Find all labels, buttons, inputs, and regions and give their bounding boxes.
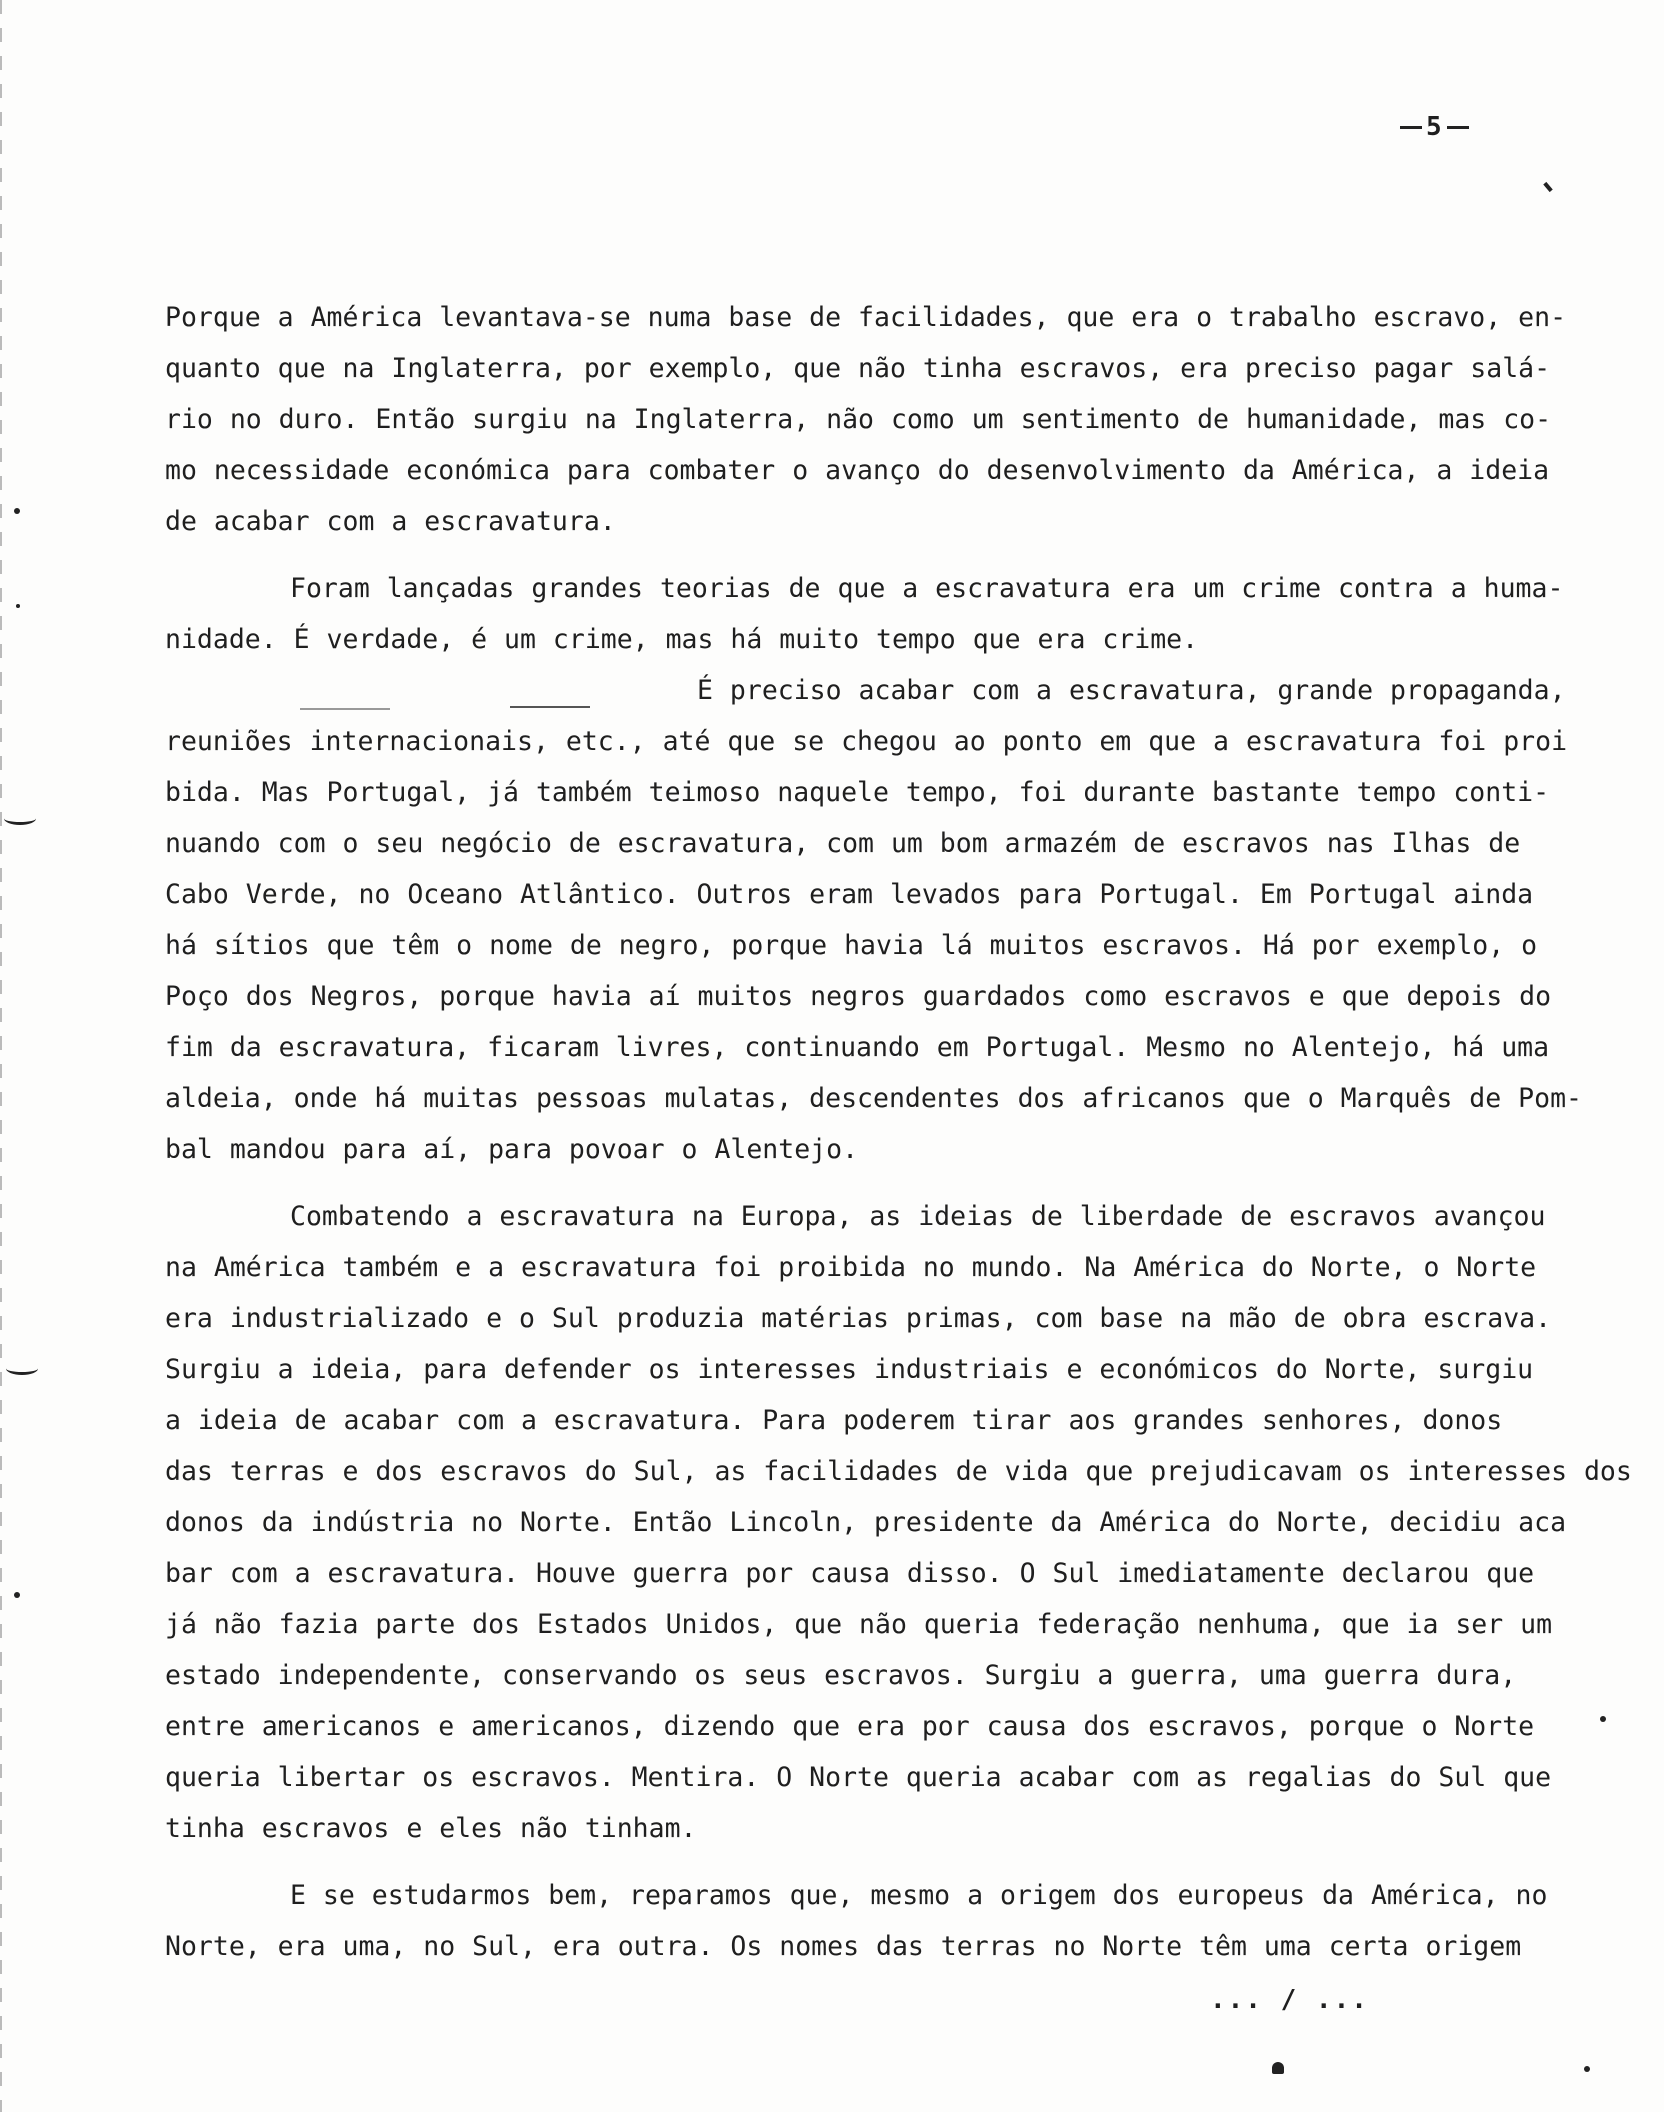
text-line: queria libertar os escravos. Mentira. O Norte queria acabar com as regalias do Sul que bbox=[165, 1762, 1552, 1793]
text-line: fim da escravatura, ficaram livres, continuando em Portugal. Mesmo no Alentejo, há uma bbox=[165, 1032, 1550, 1063]
text-line: já não fazia parte dos Estados Unidos, que não queria federação nenhuma, que ia ser um bbox=[165, 1609, 1553, 1640]
text-line: É preciso acabar com a escravatura, grande propaganda, bbox=[697, 675, 1566, 706]
continuation-mark: ... / ... bbox=[1210, 1985, 1369, 2015]
body-text bbox=[165, 292, 1632, 1972]
text-line: entre americanos e americanos, dizendo que era por causa dos escravos, porque o Norte bbox=[165, 1711, 1535, 1742]
scan-dash bbox=[300, 708, 390, 710]
text-line: mo necessidade económica para combater o avanço do desenvolvimento da América, a ideia bbox=[165, 455, 1550, 486]
text-line: Combatendo a escravatura na Europa, as ideias de liberdade de escravos avançou bbox=[290, 1201, 1546, 1232]
paragraph-gap bbox=[165, 1854, 1565, 1870]
text-line: Cabo Verde, no Oceano Atlântico. Outros eram levados para Portugal. Em Portugal ainda bbox=[165, 879, 1534, 910]
page-number: 5 bbox=[1396, 112, 1473, 142]
paragraph-gap bbox=[165, 547, 1565, 563]
text-line: na América também e a escravatura foi proibida no mundo. Na América do Norte, o Norte bbox=[165, 1252, 1537, 1283]
punch-hole-mark bbox=[4, 812, 36, 825]
text-line: donos da indústria no Norte. Então Lincoln, presidente da América do Norte, decidiu aca bbox=[165, 1507, 1567, 1538]
text-line: era industrializado e o Sul produzia matérias primas, com base na mão de obra escrava. bbox=[165, 1303, 1552, 1334]
scan-speck bbox=[14, 1592, 20, 1598]
text-line: das terras e dos escravos do Sul, as facilidades de vida que prejudicavam os interesses dos bbox=[165, 1456, 1632, 1487]
text-line: Poço dos Negros, porque havia aí muitos negros guardados como escravos e que depois do bbox=[165, 981, 1552, 1012]
paragraph-gap bbox=[165, 1175, 1565, 1191]
text-line: bal mandou para aí, para povoar o Alentejo. bbox=[165, 1134, 859, 1165]
text-line: Foram lançadas grandes teorias de que a escravatura era um crime contra a huma- bbox=[290, 573, 1564, 604]
scan-speck bbox=[16, 604, 20, 608]
text-line: Norte, era uma, no Sul, era outra. Os nomes das terras no Norte têm uma certa origem bbox=[165, 1931, 1522, 1962]
scan-speck bbox=[1543, 182, 1552, 192]
text-line: há sítios que têm o nome de negro, porque havia lá muitos escravos. Há por exemplo, o bbox=[165, 930, 1538, 961]
scan-speck bbox=[1600, 1716, 1606, 1722]
scan-speck bbox=[1584, 2066, 1590, 2072]
scan-edge bbox=[0, 0, 2, 2112]
text-line: reuniões internacionais, etc., até que se chegou ao ponto em que a escravatura foi proi bbox=[165, 726, 1568, 757]
text-line: Porque a América levantava-se numa base de facilidades, que era o trabalho escravo, en- bbox=[165, 302, 1567, 333]
scan-dash bbox=[510, 706, 590, 708]
text-line: Surgiu a ideia, para defender os interesses industriais e económicos do Norte, surgiu bbox=[165, 1354, 1534, 1385]
text-line: bar com a escravatura. Houve guerra por causa disso. O Sul imediatamente declarou que bbox=[165, 1558, 1535, 1589]
text-line: nuando com o seu negócio de escravatura, com um bom armazém de escravos nas Ilhas de bbox=[165, 828, 1521, 859]
text-line: rio no duro. Então surgiu na Inglaterra, não como um sentimento de humanidade, mas co- bbox=[165, 404, 1552, 435]
text-line: de acabar com a escravatura. bbox=[165, 506, 616, 537]
text-line: bida. Mas Portugal, já também teimoso naquele tempo, foi durante bastante tempo conti- bbox=[165, 777, 1550, 808]
text-line: a ideia de acabar com a escravatura. Para poderem tirar aos grandes senhores, donos bbox=[165, 1405, 1503, 1436]
text-line: estado independente, conservando os seus escravos. Surgiu a guerra, uma guerra dura, bbox=[165, 1660, 1517, 1691]
punch-hole-mark bbox=[6, 1362, 38, 1375]
text-line: E se estudarmos bem, reparamos que, mesmo a origem dos europeus da América, no bbox=[290, 1880, 1548, 1911]
text-line: quanto que na Inglaterra, por exemplo, que não tinha escravos, era preciso pagar salá- bbox=[165, 353, 1551, 384]
scan-speck bbox=[1272, 2062, 1284, 2074]
text-line: aldeia, onde há muitas pessoas mulatas, descendentes dos africanos que o Marquês de Pom- bbox=[165, 1083, 1582, 1114]
text-line: tinha escravos e eles não tinham. bbox=[165, 1813, 697, 1844]
scan-speck bbox=[14, 508, 20, 514]
text-line: nidade. É verdade, é um crime, mas há muito tempo que era crime. bbox=[165, 624, 1199, 655]
